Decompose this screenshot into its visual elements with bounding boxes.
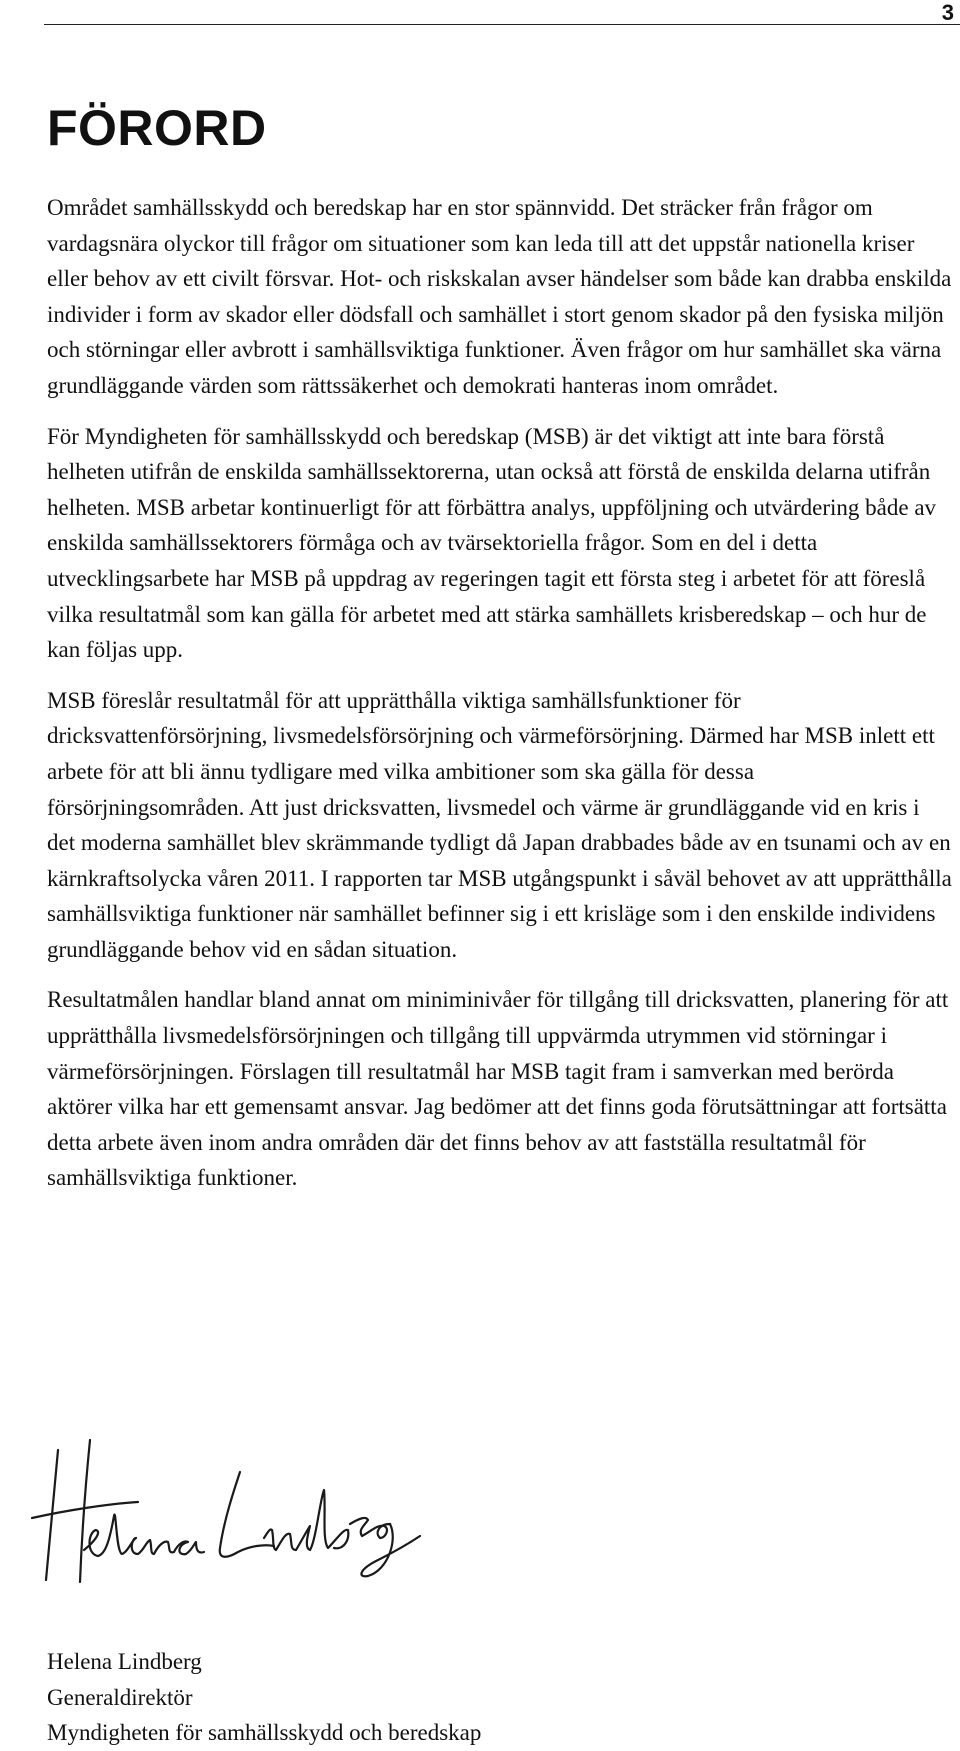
page-number: 3: [941, 0, 954, 25]
handwritten-signature: [28, 1420, 448, 1595]
header-rule: [44, 24, 960, 25]
paragraph-4: Resultatmålen handlar bland annat om miniminivåer för tillgång till dricksvatten, planering för att upprätthålla livsmedelsförsörjningen och tillgång till uppvärmda utrymmen vid störningar i värmeförsörjningen. Förslagen till resultatmål har MSB tagit fram i samverkan med berörda aktörer vilka har ett gemensamt ansvar. Jag bedömer att det finns goda förutsättningar att fortsätta detta arbete även inom andra områden där det finns behov av att fastställa resultatmål för samhällsviktiga funktioner.: [47, 987, 949, 1191]
signoff-name: Helena Lindberg: [47, 1649, 202, 1674]
paragraph-1: Området samhällsskydd och beredskap har en stor spännvidd. Det sträcker från frågor om vardagsnära olyckor till frågor om situationer som kan leda till att det uppstår nationella kriser eller behov av ett civilt försvar. Hot- och riskskalan avser händelser som både kan drabba enskilda individer i form av skador eller dödsfall och samhället i stort genom skador på den fysiska miljön och störningar eller avbrott i samhällsviktiga funktioner. Även frågor om hur samhället ska värna grundläggande värden som rättssäkerhet och demokrati hanteras inom området.: [47, 195, 952, 398]
page-title: FÖRORD: [47, 100, 267, 156]
paragraph-2: För Myndigheten för samhällsskydd och beredskap (MSB) är det viktigt att inte bara förstå helheten utifrån de enskilda samhällssektorerna, utan också att förstå de enskilda delarna utifrån helheten. MSB arbetar kontinuerligt för att förbättra analys, uppföljning och utvärdering både av enskilda samhällssektorers förmåga och av tvärsektoriella frågor. Som en del i detta utvecklingsarbete har MSB på uppdrag av regeringen tagit ett första steg i arbetet för att föreslå vilka resultatmål som kan gälla för arbetet med att stärka samhällets krisberedskap – och hur de kan följas upp.: [47, 423, 937, 663]
signoff-block: [47, 1644, 481, 1751]
signature-stroke: [84, 1515, 204, 1556]
signature-stroke: [80, 1440, 90, 1582]
signoff-organization: Myndigheten för samhällsskydd och beredskap: [47, 1720, 482, 1746]
body-text: [47, 190, 952, 1211]
paragraph-3: MSB föreslår resultatmål för att upprätthålla viktiga samhällsfunktioner för dricksvattenförsörjning, livsmedelsförsörjning och värmeförsörjning. Därmed har MSB inlett ett arbete för att bli ännu tydligare med vilka ambitioner som ska gälla för dessa försörjningsområden. Att just dricksvatten, livsmedel och värme är grundläggande vid en kris i det moderna samhället blev skrämmande tydligt då Japan drabbades både av en tsunami och av en kärnkraftsolycka våren 2011. I rapporten tar MSB utgångspunkt i såväl behovet av att upprätthålla samhällsviktiga funktioner när samhället befinner sig i ett krisläge som i den enskilde individens grundläggande behov vid en sådan situation.: [47, 687, 952, 962]
signature-stroke: [264, 1490, 390, 1550]
signature-stroke: [220, 1472, 274, 1557]
signoff-role: Generaldirektör: [47, 1684, 193, 1710]
